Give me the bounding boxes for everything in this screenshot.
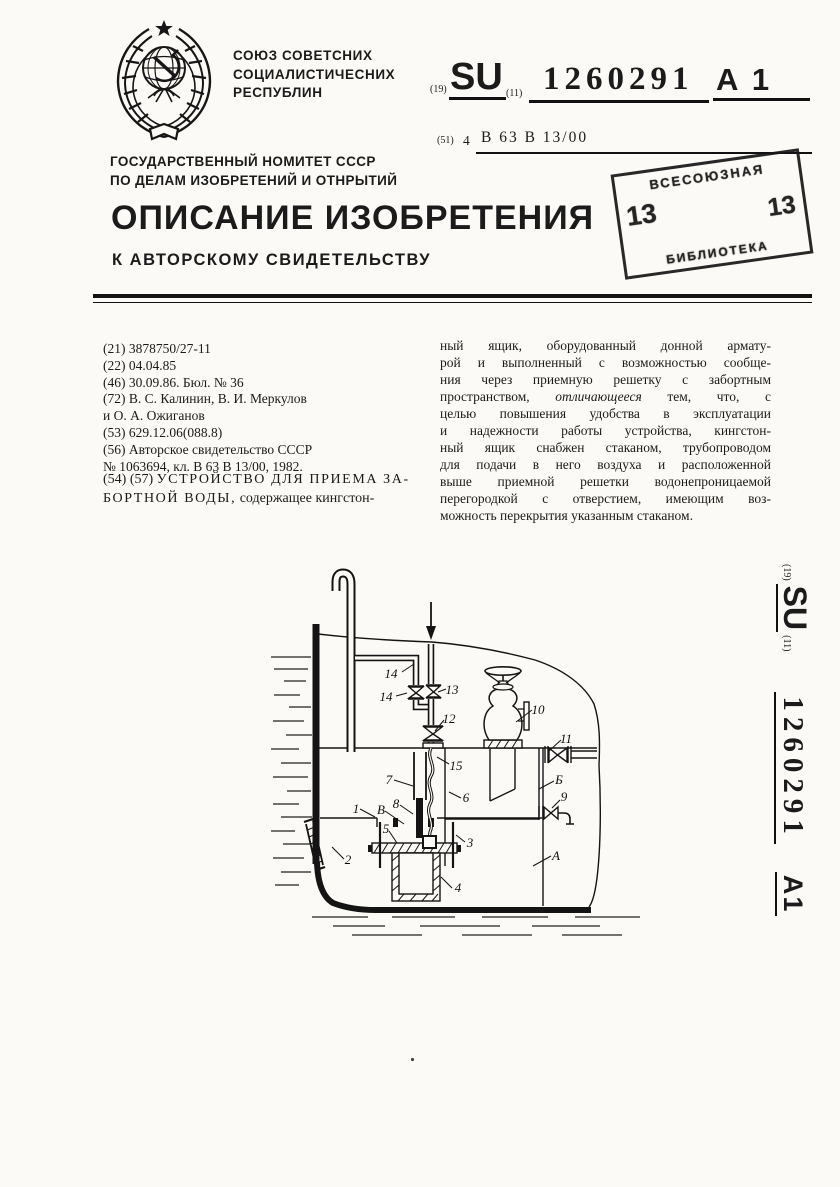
biblio-line: (56) Авторское свидетельство СССР xyxy=(103,441,313,457)
figure-label-1: 1 xyxy=(352,801,360,816)
abstract-line: для подачи в него воздуха и расположенной xyxy=(440,457,771,472)
ipc-edition: 4 xyxy=(463,133,470,148)
figure-label-8: 8 xyxy=(392,796,400,811)
figure-label-V: В xyxy=(377,802,385,817)
biblio-line: и О. А. Ожиганов xyxy=(103,408,205,424)
figure-label-12: 12 xyxy=(442,711,456,726)
valve-10 xyxy=(484,667,529,748)
stamp-right-number: 13 xyxy=(765,190,798,223)
water-dashes-bottom xyxy=(312,917,640,935)
kind-code-vertical: A1 xyxy=(775,872,808,917)
leader-lines xyxy=(332,664,561,888)
scan-speck xyxy=(411,1058,414,1061)
stamp-top-text: ВСЕСОЮЗНАЯ xyxy=(648,161,766,193)
figure-label-4: 4 xyxy=(454,880,462,895)
vertical-publication-marking xyxy=(766,561,812,953)
figure-label-5: 5 xyxy=(382,821,390,836)
abstract-line: ния через приемную решетку с забортным xyxy=(440,372,771,387)
code-11-vertical: (11) xyxy=(781,635,792,652)
bibliographic-data xyxy=(103,341,443,475)
invention-title xyxy=(103,471,448,508)
underline xyxy=(713,98,810,101)
abstract-line: ный ящик, оборудованный донной армату- xyxy=(440,338,771,353)
figure-label-13: 13 xyxy=(445,682,459,697)
biblio-line: (22) 04.04.85 xyxy=(103,357,177,373)
figure-label-15: 15 xyxy=(449,758,463,773)
figure-label-6: 6 xyxy=(462,790,470,805)
figure-label-10: 10 xyxy=(531,702,545,717)
guide-tube xyxy=(414,752,426,800)
biblio-line: (53) 629.12.06(088.8) xyxy=(103,424,223,440)
library-stamp xyxy=(611,148,814,279)
valve-12 xyxy=(423,726,443,748)
kind-code: A 1 xyxy=(716,62,773,97)
grating-bolt xyxy=(368,845,372,852)
rod xyxy=(416,798,423,838)
abstract-line: целью повышения удобства в эксплуатации xyxy=(440,406,771,421)
ussr-emblem-icon xyxy=(110,16,218,142)
abstract-line: ный ящик снабжен стаканом, трубопроводом xyxy=(440,440,771,455)
figure-labels xyxy=(345,666,572,895)
document-title: ОПИСАНИЕ ИЗОБРЕТЕНИЯ xyxy=(111,199,595,237)
country-line: СОЮЗ СОВЕТСНИХ xyxy=(233,48,373,63)
code-19: (19) xyxy=(430,84,447,95)
stamp-bottom-text: БИБЛИОТЕКА xyxy=(665,238,770,267)
figure-label-11: 11 xyxy=(559,731,573,746)
figure-label-9: 9 xyxy=(560,789,568,804)
figure-label-A: А xyxy=(552,848,560,863)
title-line-1: (54) (57) УСТРОЙСТВО ДЛЯ ПРИЕМА ЗА- xyxy=(103,472,410,487)
committee-line: ГОСУДАРСТВЕННЫЙ НОМИТЕТ СССР xyxy=(110,154,376,169)
abstract-line: можность перекрытия указанным стаканом. xyxy=(440,508,693,523)
abstract-line: рой и выполненный с возможностью сообще- xyxy=(440,355,771,370)
country-code-su: SU xyxy=(449,57,506,100)
header-rule xyxy=(93,294,812,303)
abstract-line: выше приемной решетки водонепроницаемой xyxy=(440,474,771,489)
underline xyxy=(529,100,709,103)
abstract-line: перегородкой с отверстием, имеющим воз- xyxy=(440,491,771,506)
document-subtitle: К АВТОРСКОМУ СВИДЕТЕЛЬСТВУ xyxy=(112,251,432,269)
water-dashes-left xyxy=(271,657,312,885)
stamp-left-number: 13 xyxy=(624,197,659,232)
code-11: (11) xyxy=(506,88,523,99)
abstract-text xyxy=(440,337,771,524)
figure-label-14a: 14 xyxy=(384,666,398,681)
valve-9 xyxy=(539,806,574,824)
publication-number-vertical: 1260291 xyxy=(774,692,809,844)
figure-label-3: 3 xyxy=(466,835,474,850)
figure-label-7: 7 xyxy=(385,772,393,787)
committee-name xyxy=(110,152,397,190)
country-line: СОЦИАЛИСТИЧЕСНИХ xyxy=(233,66,396,82)
figure-label-14b: 14 xyxy=(379,689,393,704)
country-name xyxy=(233,47,395,103)
figure-label-B: Б xyxy=(555,772,563,787)
ipc-class: В 63 В 13/00 xyxy=(481,129,589,146)
biblio-line: (72) В. С. Калинин, В. И. Меркулов xyxy=(103,391,307,407)
patent-figure xyxy=(260,550,650,970)
biblio-line: (21) 3878750/27-11 xyxy=(103,341,211,356)
code-51: (51) xyxy=(437,135,454,146)
biblio-line: № 1063694, кл. В 63 В 13/00, 1982. xyxy=(103,458,303,474)
flow-arrow xyxy=(426,602,436,640)
country-code-vertical: SU xyxy=(777,585,813,631)
cup xyxy=(392,853,440,901)
grating-bolt xyxy=(457,845,461,852)
figure-label-2: 2 xyxy=(344,852,352,867)
abstract-line: и надежности работы устройства, кингстон- xyxy=(440,423,771,438)
valve-14 xyxy=(408,686,424,699)
abstract-line: пространством, отличающееся тем, что, с xyxy=(440,389,771,404)
title-line-2: БОРТНОЙ ВОДЫ, содержащее кингстон- xyxy=(103,490,375,506)
code-19-vertical: (19) xyxy=(781,564,792,581)
publication-number: 1260291 xyxy=(543,61,694,97)
country-line: РЕСПУБЛИН xyxy=(233,85,323,100)
cup-plug xyxy=(423,836,436,848)
committee-line: ПО ДЕЛАМ ИЗОБРЕТЕНИЙ И ОТНРЫТИЙ xyxy=(110,173,398,188)
vent-pipe xyxy=(336,573,351,752)
biblio-line: (46) 30.09.86. Бюл. № 36 xyxy=(103,374,244,390)
